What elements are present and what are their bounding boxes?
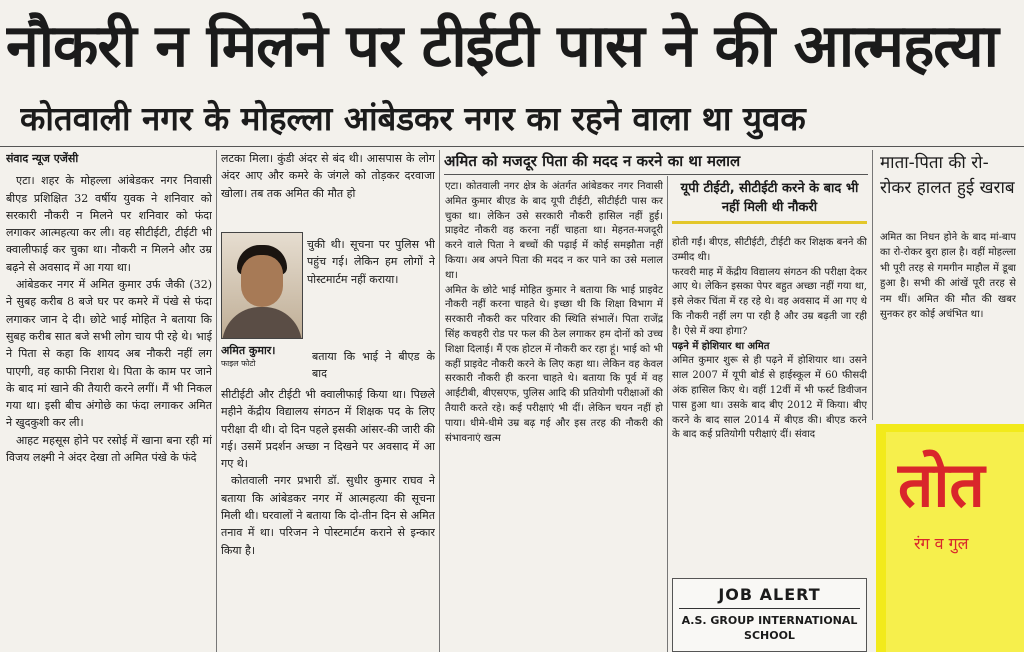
job-alert-ad	[672, 578, 867, 652]
divider-top	[0, 146, 1024, 147]
paragraph: बताया कि भाई ने बीएड के बाद	[312, 350, 435, 381]
caption-name: अमित कुमार।	[221, 344, 276, 357]
paragraph: अमित के छोटे भाई मोहित कुमार ने बताया कि भाई प्राइवेट नौकरी नहीं करना चाहते थे। इच्छा थी कि शिक्षा विभाग में सरकारी नौकरी कर परिवार की स्थिति संभालें। पिता राजेंद्र सिंह कचहरी रोड पर फल की ठेल लगाकर हम दोनों को उच्च शिक्षा दिलाई। मैं एक होटल में नौकरी कर रहा हूं। भाई को भी कहीं प्राइवेट नौकरी करने के लिए कहा था। लेकिन वह केवल सरकारी नौकरी ही करना चाहते थे। बताया कि पूर्व में वह आईटीबी, बीएसएफ, पुलिस आदि की प्रतियोगी परीक्षाओं की तैयारी करते रहे। कई परीक्षाएं भी दीं। लेकिन चयन नहीं हो पाया। धीमे-धीमे उम्र बढ़ गई और इस तरह की नौकरी की संभावनाएं खत्म	[445, 284, 663, 444]
paragraph: कोतवाली नगर प्रभारी डॉ. सुधीर कुमार राघव ने बताया कि आंबेडकर नगर में आत्महत्या की सूचना मिली थी। घरवालों ने बताया कि दो-तीन दिन से अमित तनाव में था। परिजन ने पोस्टमार्टम कराने से इन्कार किया है।	[221, 474, 435, 557]
article-column-1	[6, 150, 212, 652]
paragraph: चुकी थी। सूचना पर पुलिस भी पहुंच गई। लेकिन हम लोगों ने पोस्टमार्टम नहीं कराया।	[307, 238, 435, 286]
job-alert-title: JOB ALERT	[679, 579, 860, 609]
article-column-2-top	[221, 150, 435, 234]
headline: नौकरी न मिलने पर टीईटी पास ने की आत्महत्या	[6, 11, 998, 80]
paragraph: एटा। शहर के मोहल्ला आंबेडकर नगर निवासी बीएड प्रशिक्षित 32 वर्षीय युवक ने शनिवार को सरकारी नौकरी न मिलने पर शनिवार को फंदा लगाकर आत्महत्या कर ली। वह सीटीईटी, टीईटी भी क्वालीफाई कर चुका था। नौकरी न मिलने और उम्र बढ़ने से अवसाद में आ गया था।	[6, 174, 212, 274]
ad-big-text: तोत	[898, 448, 985, 521]
subheading: पढ़ने में होशियार था अमित	[672, 340, 770, 352]
column-rule	[667, 176, 668, 652]
paragraph: आहट महसूस होने पर रसोई में खाना बना रही मां विजय लक्ष्मी ने अंदर देखा तो अमित पंखे के फंदे	[6, 433, 212, 465]
paragraph: फरवरी माह में केंद्रीय विद्यालय संगठन की परीक्षा देकर आए थे। लेकिन इसका पेपर बहुत अच्छा नहीं गया था, इसे लेकर चिंता में रह रहे थे। वह अवसाद में आ गए थे कि नौकरी नहीं लग पा रही है और उम्र बढ़ती जा रही है। ऐसे में क्या होगा?	[672, 266, 867, 337]
byline: संवाद न्यूज एजेंसी	[6, 152, 79, 165]
side-title: माता-पिता की रो-रोकर हालत हुई खराब	[880, 153, 1015, 198]
box-title: यूपी टीईटी, सीटीईटी करने के बाद भी नहीं मिली थी नौकरी	[672, 179, 867, 224]
paragraph: लटका मिला। कुंडी अंदर से बंद थी। आसपास के लोग अंदर आए और कमरे के जंगले को तोड़कर दरवाजा खोला। तब तक अमित की मौत हो	[221, 152, 435, 200]
advertisement	[876, 424, 1024, 652]
paragraph: सीटीईटी और टीईटी भी क्वालीफाई किया था। पिछले महीने केंद्रीय विद्यालय संगठन में शिक्षक पद के लिए परीक्षा दी थी। दो दिन पहले इसकी आंसर-की जारी की गई। उसमें प्रदर्शन अच्छा न दिखने पर अवसाद में आ गए थे।	[221, 388, 435, 471]
photo-caption	[221, 343, 306, 369]
article-column-2-beside-caption	[312, 348, 435, 384]
column-rule	[216, 150, 217, 652]
article-column-2-bottom	[221, 386, 435, 652]
paragraph: होती गईं। बीएड, सीटीईटी, टीईटी कर शिक्षक बनने की उम्मीद थी।	[672, 237, 867, 263]
job-alert-company: A.S. GROUP INTERNATIONAL SCHOOL	[681, 614, 858, 642]
section-title: अमित को मजदूर पिता की मदद न करने का था मलाल	[444, 152, 741, 170]
column-rule	[439, 150, 440, 652]
paragraph: एटा। कोतवाली नगर क्षेत्र के अंतर्गत आंबेडकर नगर निवासी अमित कुमार बीएड के बाद यूपी टीईटी, सीटीईटी पास कर चुका था। लेकिन उसे सरकारी नौकरी हासिल नहीं हुई। प्राइवेट नौकरी वह करना नहीं चाहता था। मेहनत-मजदूरी करने वाले पिता ने बच्चों की पढ़ाई में कोई समझौता नहीं किया। अब अपने पिता की मदद न कर पाने का उसे मलाल था।	[445, 181, 663, 281]
paragraph: अमित का निधन होने के बाद मां-बाप का रो-रोकर बुरा हाल है। वहीं मोहल्ला भी पूरी तरह से गमगीन माहौल में डूबा हुआ है। सभी की आंखें पूरी तरह से नम थीं। अमित की मौत की खबर सुनकर हर कोई अचंभित था।	[880, 232, 1016, 321]
article-column-3	[445, 180, 663, 652]
subheadline: कोतवाली नगर के मोहल्ला आंबेडकर नगर का रहने वाला था युवक	[20, 99, 806, 138]
side-column	[880, 230, 1016, 416]
caption-note: फाइल फोटो	[221, 359, 256, 368]
column-rule	[872, 150, 873, 420]
section-underline	[444, 174, 868, 175]
paragraph: आंबेडकर नगर में अमित कुमार उर्फ जैकी (32) ने सुबह करीब 8 बजे घर पर कमरे में पंखे से फंदा लगाकर जान दे दी। छोटे भाई मोहित ने बताया कि सुबह करीब सात बजे सभी लोग चाय पी रहे थे। भाई ने पिता से कहा कि शायद अब नौकरी नहीं लग पाएगी, वह काफी निराश थे। पिता के काम पर जाने के बाद मां खाने की तैयारी करने लगीं। मैं भी निकल गया था। इसी बीच अंगोछे का फंदा लगाकर अमित ने खुदकुशी कर ली।	[6, 278, 212, 430]
paragraph: अमित कुमार शुरू से ही पढ़ने में होशियार था। उसने साल 2007 में यूपी बोर्ड से हाईस्कूल में 60 फीसदी अंक हासिल किए थे। वहीं 12वीं में भी फर्स्ट डिवीजन पास हुआ था। उसके बाद बीए 2012 में किया। बीए करने के बाद साल 2014 में बीएड की। बीएड करने के बाद कई प्रतियोगी परीक्षाएं दीं। संवाद	[672, 355, 867, 441]
victim-photo	[221, 232, 303, 339]
ad-small-text: रंग व गुल	[914, 534, 969, 553]
article-column-4	[672, 236, 867, 574]
article-column-2-beside-photo	[307, 236, 435, 344]
